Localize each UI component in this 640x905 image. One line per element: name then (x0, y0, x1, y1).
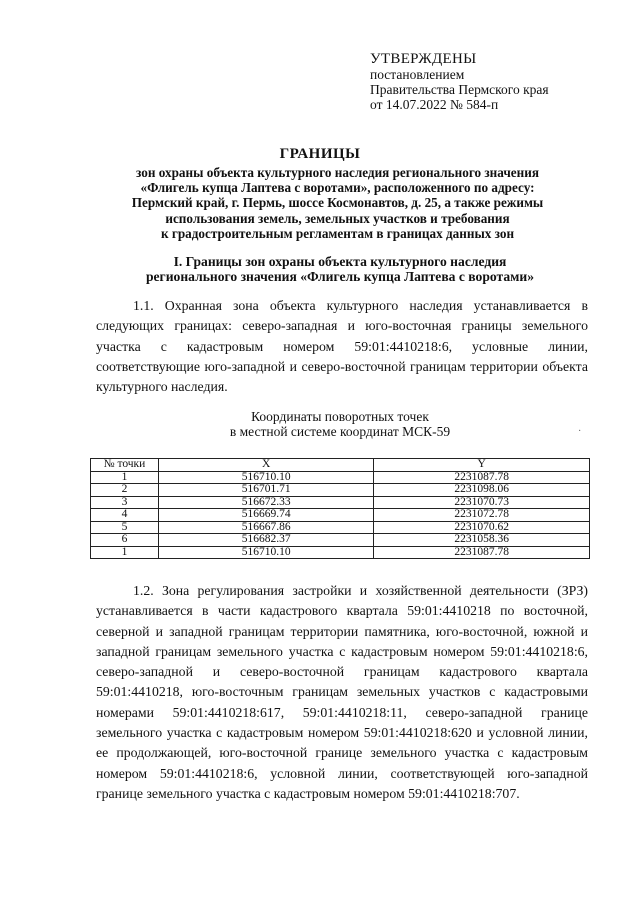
section-title-line: регионального значения «Флигель купца Лаптева с воротами» (145, 269, 535, 285)
cell-y: 2231070.62 (374, 521, 590, 534)
document-subheading (90, 165, 585, 241)
subheading-line: зон охраны объекта культурного наследия регионального значения (136, 165, 539, 180)
cell-y: 2231072.78 (374, 509, 590, 522)
table-row (91, 534, 590, 547)
cell-point: 2 (91, 484, 159, 497)
cell-y: 2231098.06 (374, 484, 590, 497)
subheading-line: использования земель, земельных участков и требования (165, 210, 510, 226)
cell-y: 2231087.78 (374, 471, 590, 484)
document-heading: ГРАНИЦЫ (279, 146, 361, 162)
cell-point: 1 (91, 546, 159, 559)
scan-mark: · (578, 426, 582, 437)
header-point-number: № точки (91, 459, 159, 472)
approval-line-1: постановлением (370, 67, 465, 82)
approval-stamp (370, 52, 632, 112)
cell-point: 3 (91, 496, 159, 509)
paragraph-1-1: 1.1. Охранная зона объекта культурного наследия устанавливается в следующих границах: северо-западная и юго-восточная границы земельного участка с кадастровым номером 59:01:4410218:6, условные линии, соответствующие юго-западной и северо-восточной границам территории объекта культурного наследия. (96, 298, 588, 395)
table-row (91, 484, 590, 497)
header-y: Y (374, 459, 590, 472)
cell-point: 5 (91, 521, 159, 534)
table-row (91, 471, 590, 484)
subheading-line: к градостроительным регламентам в границах данных зон (160, 225, 515, 241)
cell-point: 4 (91, 509, 159, 522)
table-row (91, 546, 590, 559)
section-1-title (95, 254, 585, 285)
cell-x: 516667.86 (158, 521, 374, 534)
caption-line-1: Координаты поворотных точек (251, 409, 429, 424)
cell-x: 516669.74 (158, 509, 374, 522)
coordinates-table (90, 458, 590, 559)
coordinates-caption (0, 410, 640, 439)
cell-y: 2231087.78 (374, 546, 590, 559)
paragraph-1-2: 1.2. Зона регулирования застройки и хозяйственной деятельности (ЗРЗ) устанавливается в части кадастрового квартала 59:01:4410218 по восточной, северной и западной границам территории памятника, юго-восточной, южной и западной границам земельного участка с кадастровым номером 59:01:4410218:6, северо-западной и северо-восточной границам кадастрового квартала 59:01:4410218, юго-восточным границам земельных участков с кадастровыми номерами 59:01:4410218:617, 59:01:4410218:11, северо-западной границе земельного участка с кадастровым номером 59:01:4410218:620 и условной линии, ее продолжающей, юго-восточной границе земельного участка с кадастровым номером 59:01:4410218:6, условной линии, соответствующей юго-западной границе земельного участка с кадастровым номером 59:01:4410218:707. (96, 583, 588, 801)
cell-point: 1 (91, 471, 159, 484)
approval-title: УТВЕРЖДЕНЫ (370, 51, 477, 67)
subheading-line: Пермский край, г. Пермь, шоссе Космонавтов, д. 25, а также режимы (131, 195, 544, 211)
caption-line-2: в местной системе координат МСК-59 (229, 423, 451, 439)
cell-y: 2231070.73 (374, 496, 590, 509)
cell-x: 516672.33 (158, 496, 374, 509)
section-title-line: I. Границы зон охраны объекта культурного наследия (173, 254, 507, 269)
cell-x: 516701.71 (158, 484, 374, 497)
subheading-line: «Флигель купца Лаптева с воротами», расположенного по адресу: (140, 180, 535, 196)
approval-line-2: Правительства Пермского края (370, 82, 549, 97)
table-row (91, 496, 590, 509)
cell-point: 6 (91, 534, 159, 547)
cell-y: 2231058.36 (374, 534, 590, 547)
header-x: X (158, 459, 374, 472)
table-row (91, 521, 590, 534)
table-header-row (91, 459, 590, 472)
cell-x: 516710.10 (158, 546, 374, 559)
cell-x: 516682.37 (158, 534, 374, 547)
approval-line-3: от 14.07.2022 № 584-п (370, 97, 499, 112)
cell-x: 516710.10 (158, 471, 374, 484)
table-row (91, 509, 590, 522)
